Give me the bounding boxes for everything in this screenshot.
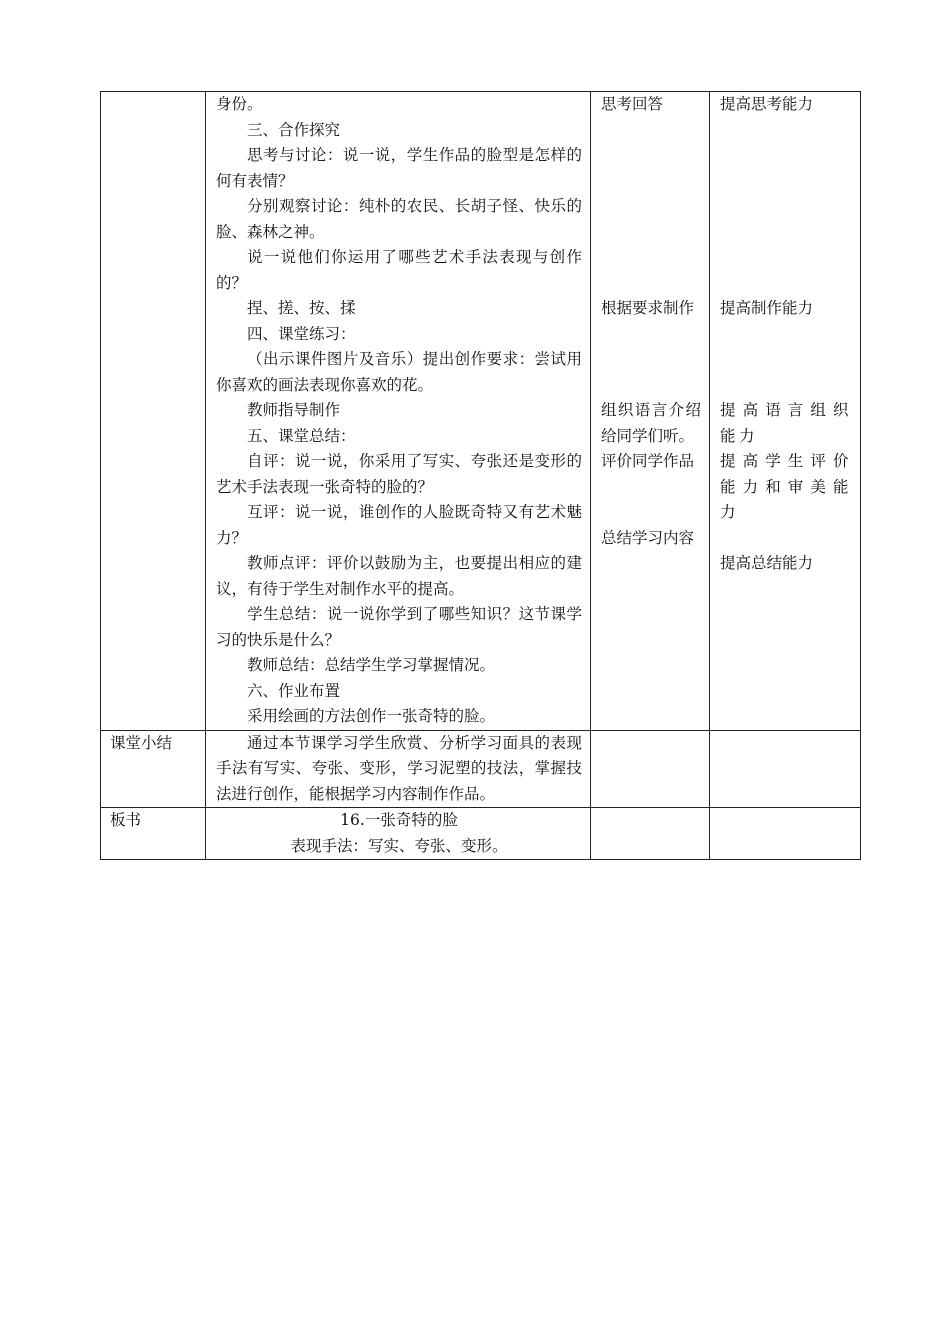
design-intent: 提高学生评价能力和审美能力	[720, 452, 852, 521]
board-title: 16.一张奇特的脸	[340, 811, 458, 829]
summary-text: 通过本节课学习学生欣赏、分析学习面具的表现手法有写实、夸张、变形，学习泥塑的技法，掌握技法进行创作，能根据学习内容制作作品。	[216, 733, 582, 803]
student-activity-cell	[591, 92, 710, 731]
design-intent: 提高思考能力	[720, 95, 814, 113]
design-intent: 提高制作能力	[720, 299, 814, 317]
content-line: 三、合作探究	[247, 120, 341, 139]
process-row	[101, 92, 861, 731]
board-row	[101, 808, 861, 860]
lesson-plan-table	[100, 91, 861, 860]
process-label-cell	[101, 92, 206, 731]
content-line: 捏、搓、按、揉	[247, 299, 356, 317]
student-activity: 根据要求制作	[601, 299, 695, 317]
content-line: 教师总结：总结学生学习掌握情况。	[247, 656, 496, 674]
content-line: 五、课堂总结：	[247, 426, 356, 445]
design-intent-cell	[710, 92, 861, 731]
board-empty-cell	[710, 808, 861, 860]
design-intent: 提高语言组织能力	[720, 401, 852, 445]
summary-empty-cell	[710, 730, 861, 808]
content-line: 身份。	[216, 95, 263, 113]
content-line: 教师点评：评价以鼓励为主，也要提出相应的建议，有待于学生对制作水平的提高。	[216, 554, 582, 598]
design-intent: 提高总结能力	[720, 554, 814, 572]
content-line: 学生总结：说一说你学到了哪些知识？这节课学习的快乐是什么？	[216, 605, 582, 649]
summary-row	[101, 730, 861, 808]
content-line: 采用绘画的方法创作一张奇特的脸。	[247, 707, 496, 725]
student-activity: 组织语言介绍给同学们听。	[601, 401, 701, 445]
board-label: 板书	[101, 808, 206, 860]
content-line: 教师指导制作	[247, 401, 341, 419]
student-activity: 总结学习内容	[601, 528, 695, 547]
board-empty-cell	[591, 808, 710, 860]
content-line: 六、作业布置	[247, 681, 341, 700]
board-text-cell	[206, 808, 591, 860]
student-activity: 评价同学作品	[601, 452, 695, 470]
teaching-content-cell	[206, 92, 591, 731]
content-line: 互评：说一说，谁创作的人脸既奇特又有艺术魅力？	[216, 503, 582, 547]
summary-label: 课堂小结	[101, 730, 206, 808]
board-methods: 表现手法：写实、夸张、变形。	[290, 836, 508, 855]
content-line: 分别观察讨论：纯朴的农民、长胡子怪、快乐的脸、森林之神。	[216, 197, 582, 241]
summary-empty-cell	[591, 730, 710, 808]
summary-text-cell	[206, 730, 591, 808]
content-line: 说一说他们你运用了哪些艺术手法表现与创作的？	[216, 248, 582, 292]
content-line: （出示课件图片及音乐）提出创作要求：尝试用你喜欢的画法表现你喜欢的花。	[216, 350, 582, 394]
content-line: 四、课堂练习：	[247, 324, 356, 343]
content-line: 思考与讨论：说一说，学生作品的脸型是怎样的何有表情？	[216, 146, 582, 190]
student-activity: 思考回答	[601, 95, 664, 113]
content-line: 自评：说一说，你采用了写实、夸张还是变形的艺术手法表现一张奇特的脸的？	[216, 452, 582, 496]
